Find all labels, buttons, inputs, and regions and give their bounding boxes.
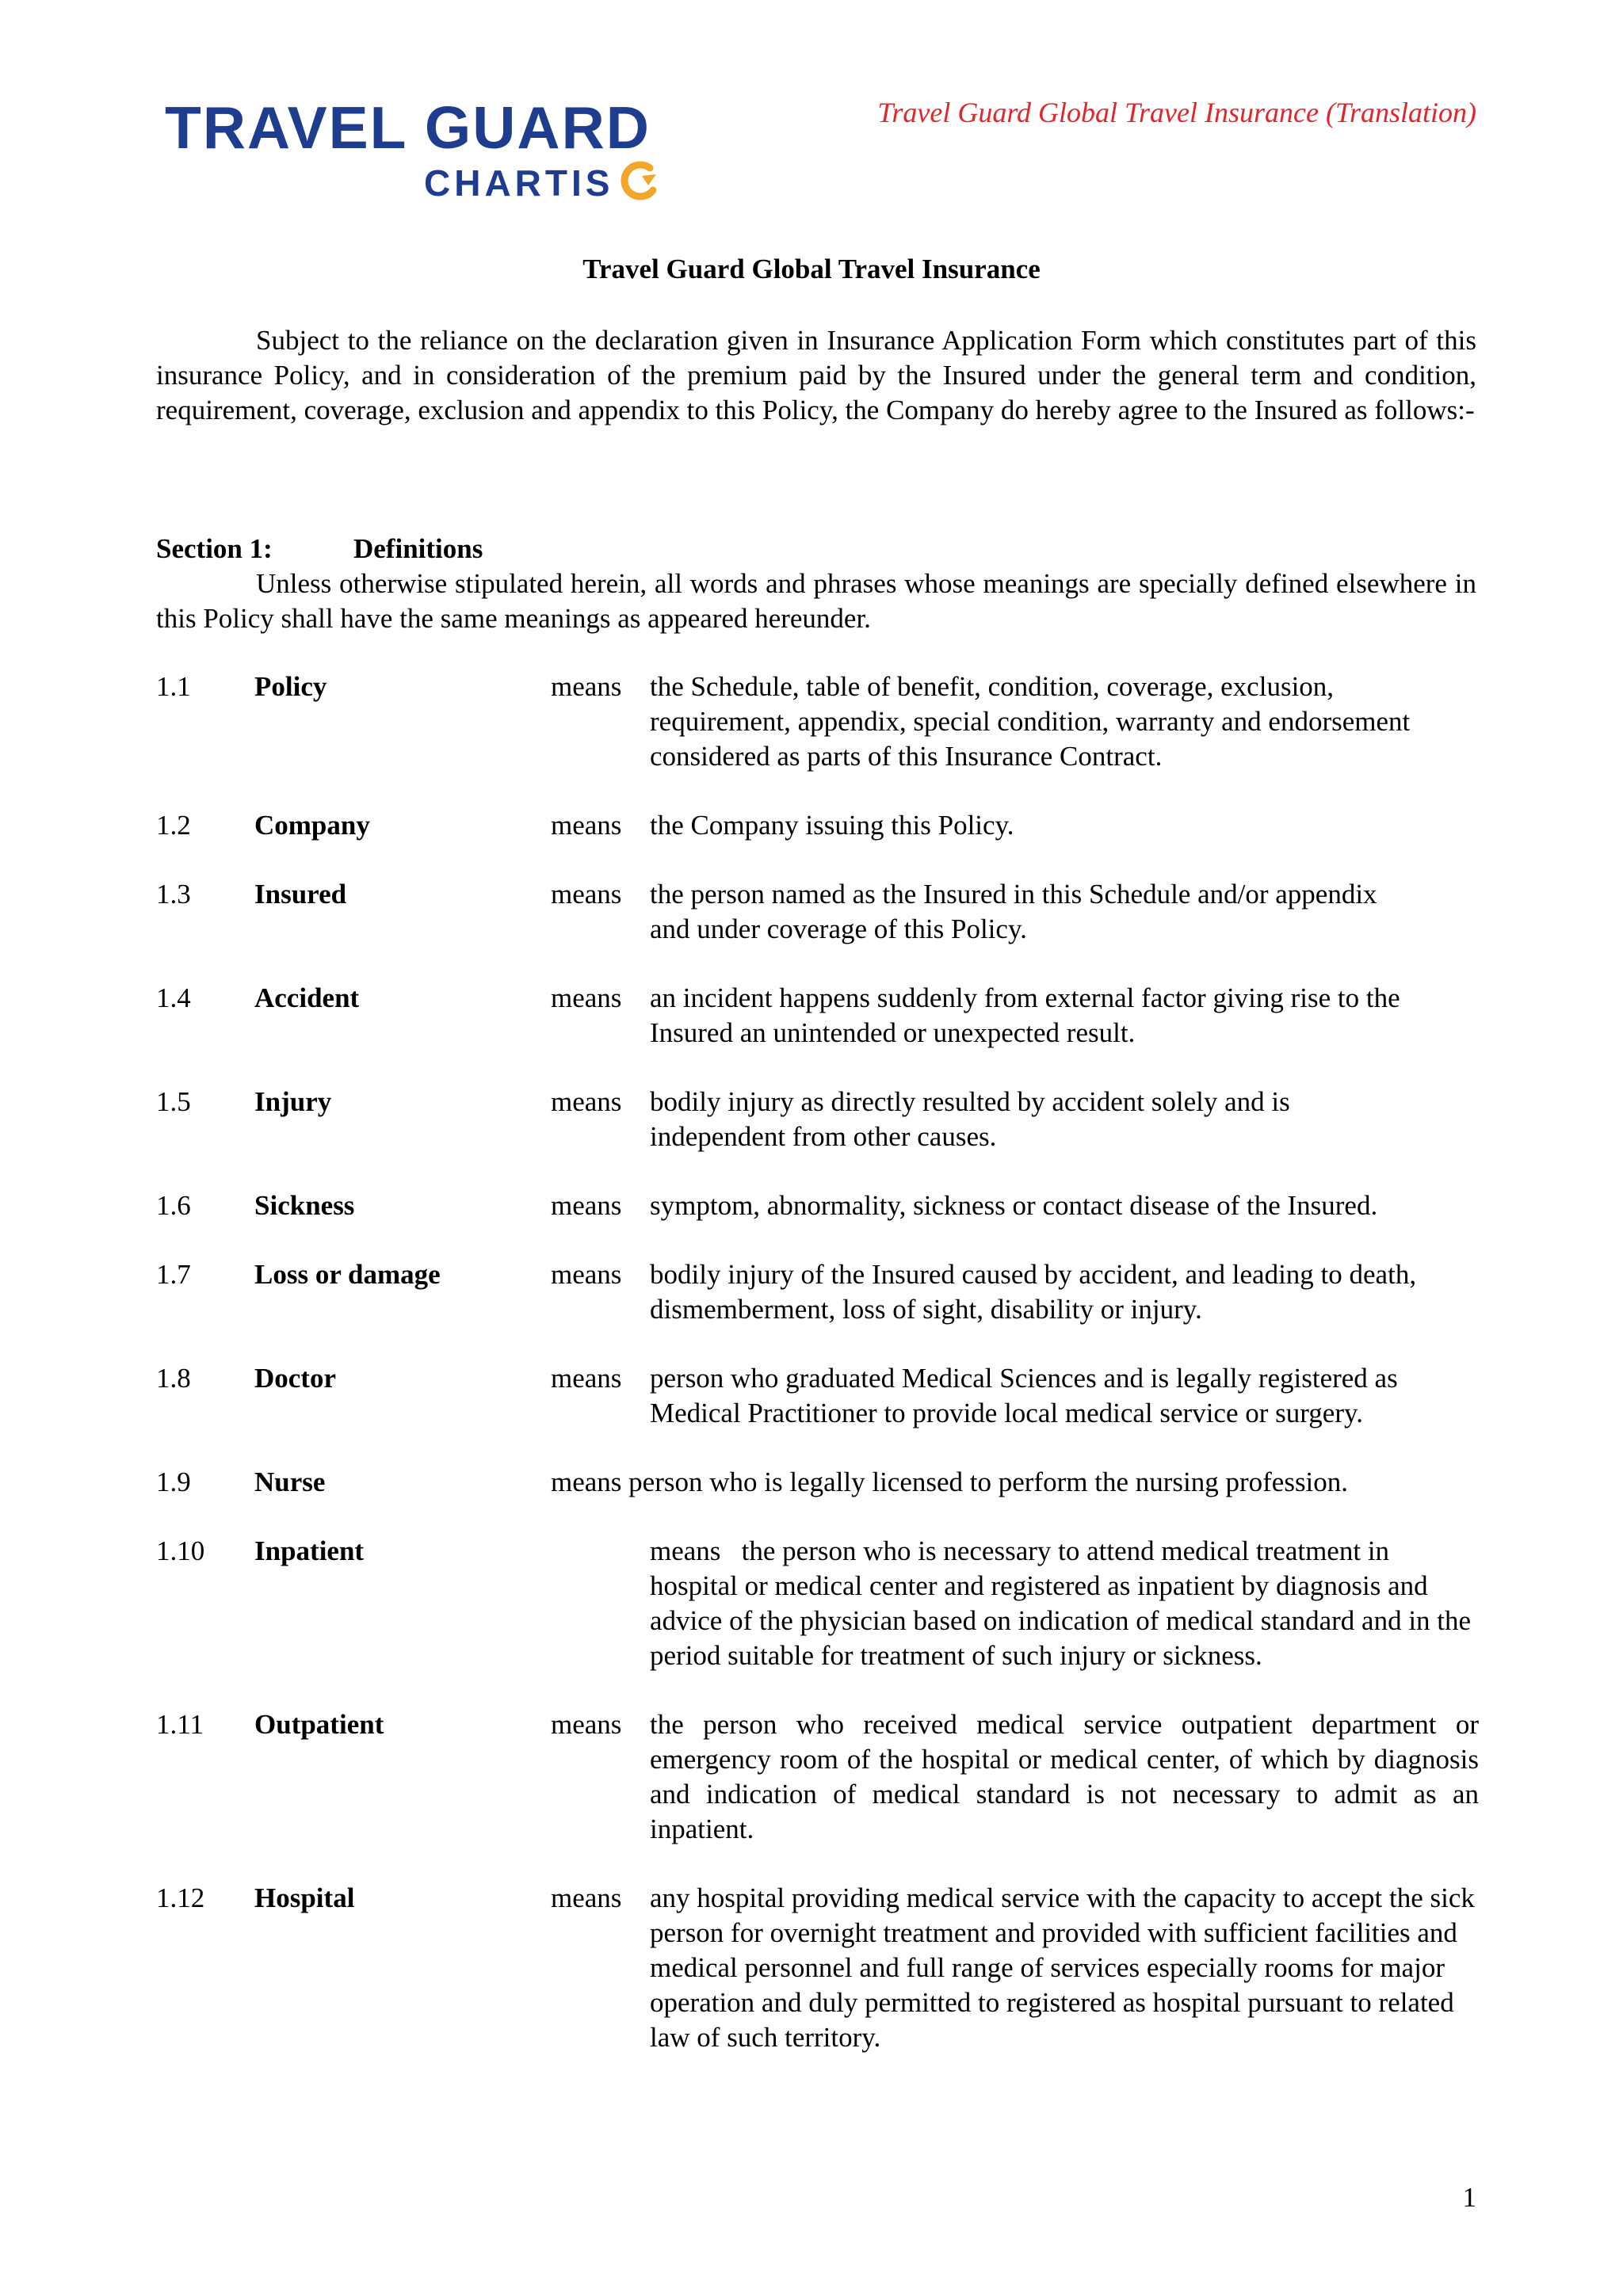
- definition-term: Injury: [254, 1086, 332, 1117]
- definition-text: bodily injury of the Insured caused by accident, and leading to death, dismemberment, loss of sight, disability or injury.: [650, 1259, 1417, 1325]
- definition-means: means: [551, 1882, 622, 1913]
- definition-means: means: [551, 1086, 622, 1117]
- definition-text: any hospital providing medical service with the capacity to accept the sick person for overnight treatment and provided with sufficient facilities and medical personnel and full range of services especially rooms for major operation and duly permitted to registered as hospital pursuant to related law of such territory.: [650, 1882, 1475, 2053]
- definition-text: an incident happens suddenly from external factor giving rise to the Insured an unintended or unexpected result.: [650, 982, 1400, 1048]
- definition-number: 1.12: [156, 1882, 205, 1913]
- definition-text: the person who received medical service outpatient department or emergency room of the hospital or medical center, of which by diagnosis and indication of medical standard is not necessary to admit as an inpatient.: [650, 1709, 1479, 1844]
- definition-term: Sickness: [254, 1190, 355, 1221]
- definition-term: Policy: [254, 671, 327, 702]
- logo-travel-guard: TRAVEL GUARD: [165, 94, 651, 161]
- intro-paragraph: Subject to the reliance on the declaration given in Insurance Application Form which constitutes part of this insurance Policy, and in consideration of the premium paid by the Insured under the general term and condition, requirement, coverage, exclusion and appendix to this Policy, the Company do hereby agree to the Insured as follows:-: [156, 325, 1476, 425]
- document-title: Travel Guard Global Travel Insurance: [582, 254, 1041, 284]
- logo-chartis: CHARTIS: [424, 162, 614, 204]
- definition-means: means: [551, 1466, 622, 1497]
- definition-means: means: [551, 1259, 622, 1290]
- definition-means: means: [650, 1535, 721, 1566]
- definition-number: 1.3: [156, 879, 191, 910]
- definition-number: 1.4: [156, 982, 191, 1013]
- definition-term: Doctor: [254, 1363, 337, 1394]
- section-title: Definitions: [353, 533, 483, 564]
- definition-means: means: [551, 982, 622, 1013]
- definition-term: Outpatient: [254, 1709, 384, 1740]
- definition-number: 1.2: [156, 810, 191, 841]
- definition-text: symptom, abnormality, sickness or contact disease of the Insured.: [650, 1190, 1378, 1221]
- definition-means: means: [551, 1363, 622, 1394]
- definition-number: 1.1: [156, 671, 191, 702]
- definition-means: means: [551, 879, 622, 910]
- section-intro: Unless otherwise stipulated herein, all words and phrases whose meanings are specially defined elsewhere in this Policy shall have the same meanings as appeared hereunder.: [156, 568, 1476, 634]
- definition-text: the person named as the Insured in this Schedule and/or appendix and under coverage of this Policy.: [650, 879, 1377, 944]
- definition-text: person who graduated Medical Sciences and is legally registered as Medical Practitioner to provide local medical service or surgery.: [650, 1363, 1398, 1428]
- definition-term: Accident: [254, 982, 360, 1013]
- definition-number: 1.10: [156, 1535, 205, 1566]
- definition-number: 1.7: [156, 1259, 191, 1290]
- definition-text: the Schedule, table of benefit, condition, coverage, exclusion, requirement, appendix, special condition, warranty and endorsement considered as parts of this Insurance Contract.: [650, 671, 1411, 772]
- definition-number: 1.5: [156, 1086, 191, 1117]
- definition-number: 1.11: [156, 1709, 204, 1740]
- definition-text: bodily injury as directly resulted by accident solely and is independent from other causes.: [650, 1086, 1290, 1152]
- definition-inline: [551, 1465, 1348, 1500]
- definition-text: person who is legally licensed to perform the nursing profession.: [628, 1466, 1349, 1497]
- definition-text: the person who is necessary to attend medical treatment in hospital or medical center and registered as inpatient by diagnosis and advice of the physician based on indication of medical standard and in the period suitable for treatment of such injury or sickness.: [650, 1535, 1472, 1671]
- chartis-swirl-icon: [618, 158, 663, 207]
- definition-term: Inpatient: [254, 1535, 365, 1566]
- definition-number: 1.8: [156, 1363, 191, 1394]
- definition-means: means: [551, 671, 622, 702]
- definition-term: Hospital: [254, 1882, 355, 1913]
- section-heading: [156, 532, 483, 566]
- section-label: Section 1:: [156, 533, 273, 564]
- definition-term: Insured: [254, 879, 347, 910]
- header-translation-note: Travel Guard Global Travel Insurance (Translation): [877, 97, 1476, 128]
- definition-term: Loss or damage: [254, 1259, 441, 1290]
- definition-means: means: [551, 1190, 622, 1221]
- definition-text-block: [650, 1534, 1479, 1673]
- definition-text: the Company issuing this Policy.: [650, 810, 1014, 841]
- definition-number: 1.6: [156, 1190, 191, 1221]
- definition-number: 1.9: [156, 1466, 191, 1497]
- page-number: 1: [1462, 2182, 1476, 2213]
- definition-means: means: [551, 1709, 622, 1740]
- definition-term: Company: [254, 810, 370, 841]
- definition-means: means: [551, 810, 622, 841]
- definition-term: Nurse: [254, 1466, 326, 1497]
